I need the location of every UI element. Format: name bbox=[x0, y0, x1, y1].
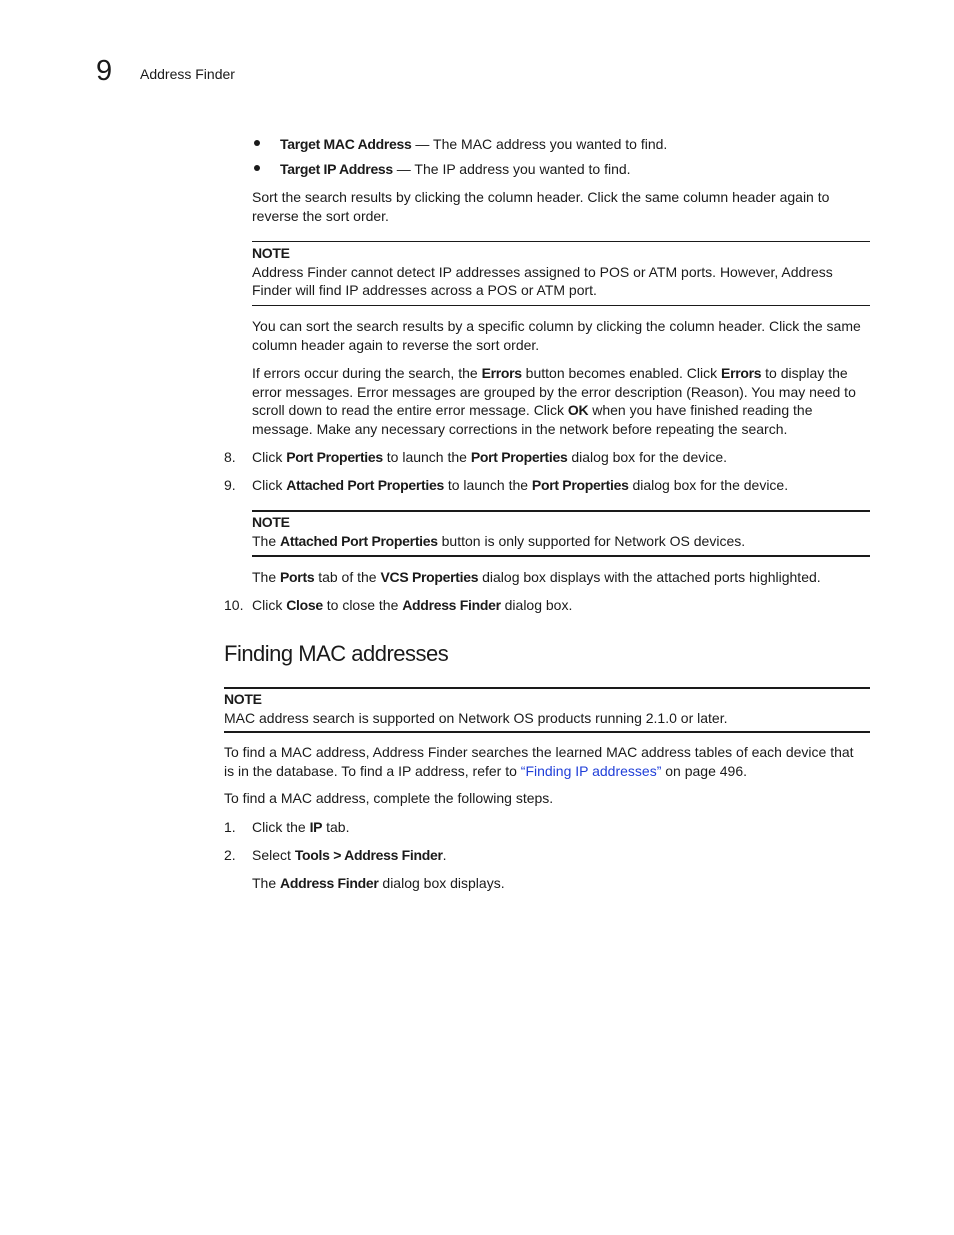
steps-intro: To find a MAC address, complete the following steps. bbox=[224, 790, 554, 806]
note-rule-top bbox=[224, 687, 870, 689]
note-label: NOTE bbox=[252, 245, 290, 261]
note-text: The Attached Port Properties button is only supported for Network OS devices. bbox=[252, 532, 746, 549]
note-rule-bottom bbox=[224, 731, 870, 733]
chapter-title: Address Finder bbox=[140, 66, 235, 82]
sort-paragraph-2: You can sort the search results by a specific column by clicking the column header. Click the same column header again to reverse the sort order. bbox=[252, 318, 861, 353]
note-label: NOTE bbox=[224, 691, 262, 707]
step-9-text: Click Attached Port Properties to launch the Port Properties dialog box for the device. bbox=[252, 477, 789, 493]
bullet-dot bbox=[254, 165, 260, 171]
ports-paragraph: The Ports tab of the VCS Properties dialog box displays with the attached ports highlighted. bbox=[252, 569, 821, 585]
bullet-dot bbox=[254, 140, 260, 146]
cross-reference-link[interactable]: “Finding IP addresses” bbox=[520, 762, 662, 779]
step-number: 10. bbox=[224, 597, 244, 613]
note-box bbox=[252, 513, 870, 550]
errors-paragraph: If errors occur during the search, the Errors button becomes enabled. Click Errors to display the error messages. Error messages are grouped by the error description (Reason). You may need to scroll down to read the entire error message. Click OK when you have finished reading the message. Make any necessary corrections in the network before repeating the search. bbox=[252, 365, 856, 437]
note-text: Address Finder cannot detect IP addresses assigned to POS or ATM ports. However, Address Finder will find IP addresses across a POS or ATM port. bbox=[252, 263, 833, 299]
section-heading: Finding MAC addresses bbox=[224, 641, 449, 666]
step-number: 9. bbox=[224, 477, 236, 493]
step-8-text: Click Port Properties to launch the Port Properties dialog box for the device. bbox=[252, 449, 728, 465]
displays-paragraph: The Address Finder dialog box displays. bbox=[252, 875, 505, 891]
find-paragraph: To find a MAC address, Address Finder searches the learned MAC address tables of each device that is in the database. To find a IP address, refer to “Finding IP addresses” on page 496. bbox=[224, 744, 854, 779]
note-label: NOTE bbox=[252, 514, 290, 530]
note-rule-bottom bbox=[252, 555, 870, 557]
note-rule-top bbox=[252, 241, 870, 242]
sort-paragraph: Sort the search results by clicking the column header. Click the same column header again to reverse the sort order. bbox=[252, 189, 830, 224]
step-number: 8. bbox=[224, 449, 236, 465]
bullet-item: Target IP Address — The IP address you wanted to find. bbox=[280, 161, 631, 177]
note-box bbox=[252, 244, 870, 300]
step-number: 2. bbox=[224, 847, 236, 863]
note-text: MAC address search is supported on Network OS products running 2.1.0 or later. bbox=[224, 709, 728, 726]
step-2-text: Select Tools > Address Finder. bbox=[252, 847, 447, 863]
note-rule-top bbox=[252, 510, 870, 512]
note-rule-bottom bbox=[252, 305, 870, 306]
step-number: 1. bbox=[224, 819, 236, 835]
chapter-number: 9 bbox=[96, 55, 113, 87]
bullet-item: Target MAC Address — The MAC address you wanted to find. bbox=[280, 136, 668, 152]
step-10-text: Click Close to close the Address Finder dialog box. bbox=[252, 597, 573, 613]
note-box bbox=[224, 690, 870, 727]
step-1-text: Click the IP tab. bbox=[252, 819, 350, 835]
